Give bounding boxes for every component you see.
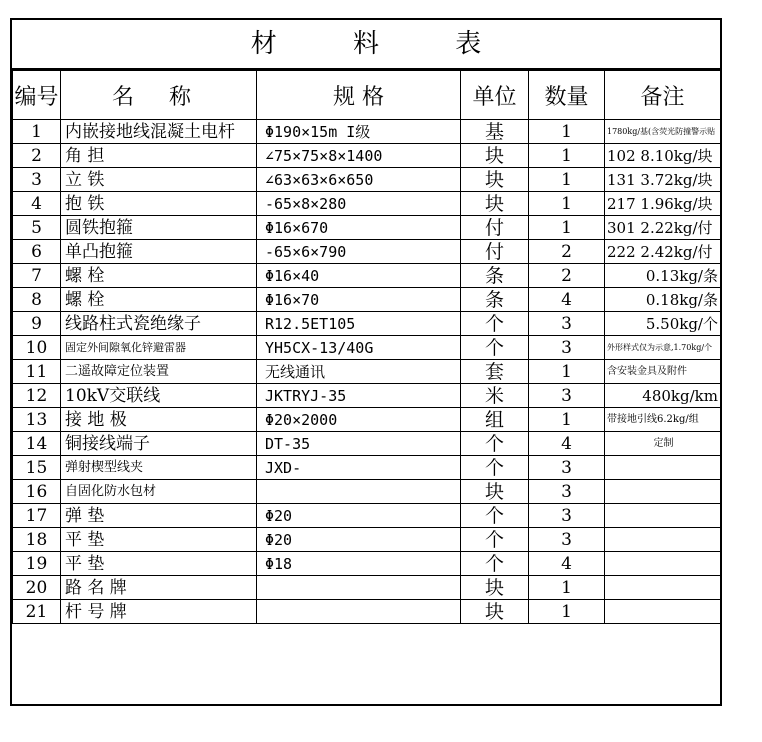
row-qty: 3 xyxy=(529,384,605,408)
row-number: 5 xyxy=(13,216,61,240)
row-qty: 1 xyxy=(529,120,605,144)
table-row xyxy=(13,552,721,576)
row-unit: 个 xyxy=(461,552,529,576)
row-qty: 3 xyxy=(529,336,605,360)
row-number: 4 xyxy=(13,192,61,216)
row-qty: 1 xyxy=(529,216,605,240)
row-unit: 组 xyxy=(461,408,529,432)
row-qty: 1 xyxy=(529,600,605,624)
row-name: 弹射楔型线夹 xyxy=(61,456,257,480)
row-note: 外形样式仅为示意,1.70kg/个 xyxy=(605,336,721,360)
row-note: 1780kg/基(含荧光防撞警示贴 xyxy=(605,120,721,144)
row-spec xyxy=(257,600,461,624)
row-note xyxy=(605,480,721,504)
row-unit: 块 xyxy=(461,576,529,600)
row-name: 铜接线端子 xyxy=(61,432,257,456)
row-unit: 块 xyxy=(461,480,529,504)
row-unit: 条 xyxy=(461,264,529,288)
row-qty: 4 xyxy=(529,288,605,312)
row-number: 7 xyxy=(13,264,61,288)
row-spec: -65×8×280 xyxy=(257,192,461,216)
row-note: 102 8.10kg/块 xyxy=(605,144,721,168)
row-number: 11 xyxy=(13,360,61,384)
row-note: 131 3.72kg/块 xyxy=(605,168,721,192)
table-row xyxy=(13,216,721,240)
row-note: 480kg/km xyxy=(605,384,721,408)
row-qty: 2 xyxy=(529,240,605,264)
row-number: 9 xyxy=(13,312,61,336)
row-note: 带接地引线6.2kg/组 xyxy=(605,408,721,432)
row-name: 二遥故障定位装置 xyxy=(61,360,257,384)
row-unit: 个 xyxy=(461,432,529,456)
row-unit: 基 xyxy=(461,120,529,144)
row-number: 2 xyxy=(13,144,61,168)
row-number: 3 xyxy=(13,168,61,192)
row-name: 抱 铁 xyxy=(61,192,257,216)
row-unit: 个 xyxy=(461,312,529,336)
row-name: 角 担 xyxy=(61,144,257,168)
table-row xyxy=(13,312,721,336)
row-note xyxy=(605,552,721,576)
table-title: 材 料 表 xyxy=(12,20,720,70)
table-row xyxy=(13,168,721,192)
row-note xyxy=(605,504,721,528)
row-note: 301 2.22kg/付 xyxy=(605,216,721,240)
row-spec: YH5CX-13/40G xyxy=(257,336,461,360)
table-row xyxy=(13,408,721,432)
row-spec: Φ190×15m I级 xyxy=(257,120,461,144)
table-row xyxy=(13,504,721,528)
row-unit: 块 xyxy=(461,144,529,168)
row-note xyxy=(605,576,721,600)
row-name: 路 名 牌 xyxy=(61,576,257,600)
row-qty: 3 xyxy=(529,312,605,336)
row-number: 20 xyxy=(13,576,61,600)
row-qty: 4 xyxy=(529,552,605,576)
row-spec: Φ20×2000 xyxy=(257,408,461,432)
table-row xyxy=(13,432,721,456)
table-row xyxy=(13,288,721,312)
row-spec: Φ16×70 xyxy=(257,288,461,312)
row-qty: 3 xyxy=(529,528,605,552)
table-row xyxy=(13,240,721,264)
header-name: 名 称 xyxy=(61,71,257,120)
row-name: 单凸抱箍 xyxy=(61,240,257,264)
row-unit: 个 xyxy=(461,504,529,528)
header-spec: 规 格 xyxy=(257,71,461,120)
row-name: 螺 栓 xyxy=(61,264,257,288)
row-number: 14 xyxy=(13,432,61,456)
row-note: 222 2.42kg/付 xyxy=(605,240,721,264)
row-name: 线路柱式瓷绝缘子 xyxy=(61,312,257,336)
row-unit: 付 xyxy=(461,216,529,240)
row-note: 0.13kg/条 xyxy=(605,264,721,288)
row-note: 5.50kg/个 xyxy=(605,312,721,336)
row-name: 螺 栓 xyxy=(61,288,257,312)
row-unit: 米 xyxy=(461,384,529,408)
row-number: 12 xyxy=(13,384,61,408)
row-name: 平 垫 xyxy=(61,528,257,552)
row-qty: 1 xyxy=(529,168,605,192)
table-row xyxy=(13,528,721,552)
row-note: 0.18kg/条 xyxy=(605,288,721,312)
row-qty: 2 xyxy=(529,264,605,288)
row-name: 内嵌接地线混凝土电杆 xyxy=(61,120,257,144)
row-qty: 3 xyxy=(529,456,605,480)
row-note xyxy=(605,600,721,624)
row-spec: Φ20 xyxy=(257,504,461,528)
row-note xyxy=(605,456,721,480)
row-name: 接 地 极 xyxy=(61,408,257,432)
row-unit: 块 xyxy=(461,168,529,192)
header-unit: 单位 xyxy=(461,71,529,120)
row-spec: Φ18 xyxy=(257,552,461,576)
table-row xyxy=(13,264,721,288)
row-spec: DT-35 xyxy=(257,432,461,456)
row-unit: 套 xyxy=(461,360,529,384)
row-name: 10kV交联线 xyxy=(61,384,257,408)
row-number: 18 xyxy=(13,528,61,552)
table-row xyxy=(13,600,721,624)
row-unit: 块 xyxy=(461,192,529,216)
table-row xyxy=(13,576,721,600)
row-spec xyxy=(257,576,461,600)
table-row xyxy=(13,384,721,408)
table-row xyxy=(13,120,721,144)
table-row xyxy=(13,456,721,480)
row-unit: 条 xyxy=(461,288,529,312)
row-unit: 个 xyxy=(461,456,529,480)
row-number: 19 xyxy=(13,552,61,576)
row-number: 6 xyxy=(13,240,61,264)
row-name: 弹 垫 xyxy=(61,504,257,528)
header-row xyxy=(13,71,721,120)
row-number: 16 xyxy=(13,480,61,504)
row-name: 自固化防水包材 xyxy=(61,480,257,504)
row-spec: Φ16×670 xyxy=(257,216,461,240)
row-qty: 1 xyxy=(529,360,605,384)
row-unit: 个 xyxy=(461,336,529,360)
materials-table xyxy=(12,70,721,624)
row-spec: R12.5ET105 xyxy=(257,312,461,336)
row-spec: -65×6×790 xyxy=(257,240,461,264)
row-unit: 块 xyxy=(461,600,529,624)
row-spec: JKTRYJ-35 xyxy=(257,384,461,408)
row-number: 10 xyxy=(13,336,61,360)
row-note xyxy=(605,528,721,552)
row-spec: Φ16×40 xyxy=(257,264,461,288)
row-qty: 1 xyxy=(529,144,605,168)
row-number: 8 xyxy=(13,288,61,312)
table-row xyxy=(13,336,721,360)
row-note: 定制 xyxy=(605,432,721,456)
row-spec xyxy=(257,480,461,504)
row-name: 圆铁抱箍 xyxy=(61,216,257,240)
row-qty: 1 xyxy=(529,192,605,216)
header-qty: 数量 xyxy=(529,71,605,120)
header-no: 编号 xyxy=(13,71,61,120)
row-spec: 无线通讯 xyxy=(257,360,461,384)
row-number: 1 xyxy=(13,120,61,144)
row-name: 立 铁 xyxy=(61,168,257,192)
row-spec: Φ20 xyxy=(257,528,461,552)
row-qty: 3 xyxy=(529,480,605,504)
table-row xyxy=(13,480,721,504)
header-note: 备注 xyxy=(605,71,721,120)
row-number: 13 xyxy=(13,408,61,432)
row-qty: 1 xyxy=(529,408,605,432)
row-unit: 个 xyxy=(461,528,529,552)
row-number: 17 xyxy=(13,504,61,528)
row-number: 15 xyxy=(13,456,61,480)
row-unit: 付 xyxy=(461,240,529,264)
materials-sheet xyxy=(10,18,722,706)
row-qty: 3 xyxy=(529,504,605,528)
row-spec: ∠63×63×6×650 xyxy=(257,168,461,192)
row-note: 含安装金具及附件 xyxy=(605,360,721,384)
row-qty: 4 xyxy=(529,432,605,456)
row-number: 21 xyxy=(13,600,61,624)
table-row xyxy=(13,144,721,168)
table-row xyxy=(13,360,721,384)
row-name: 平 垫 xyxy=(61,552,257,576)
row-spec: JXD- xyxy=(257,456,461,480)
row-qty: 1 xyxy=(529,576,605,600)
table-row xyxy=(13,192,721,216)
row-note: 217 1.96kg/块 xyxy=(605,192,721,216)
row-spec: ∠75×75×8×1400 xyxy=(257,144,461,168)
row-name: 固定外间隙氧化锌避雷器 xyxy=(61,336,257,360)
row-name: 杆 号 牌 xyxy=(61,600,257,624)
